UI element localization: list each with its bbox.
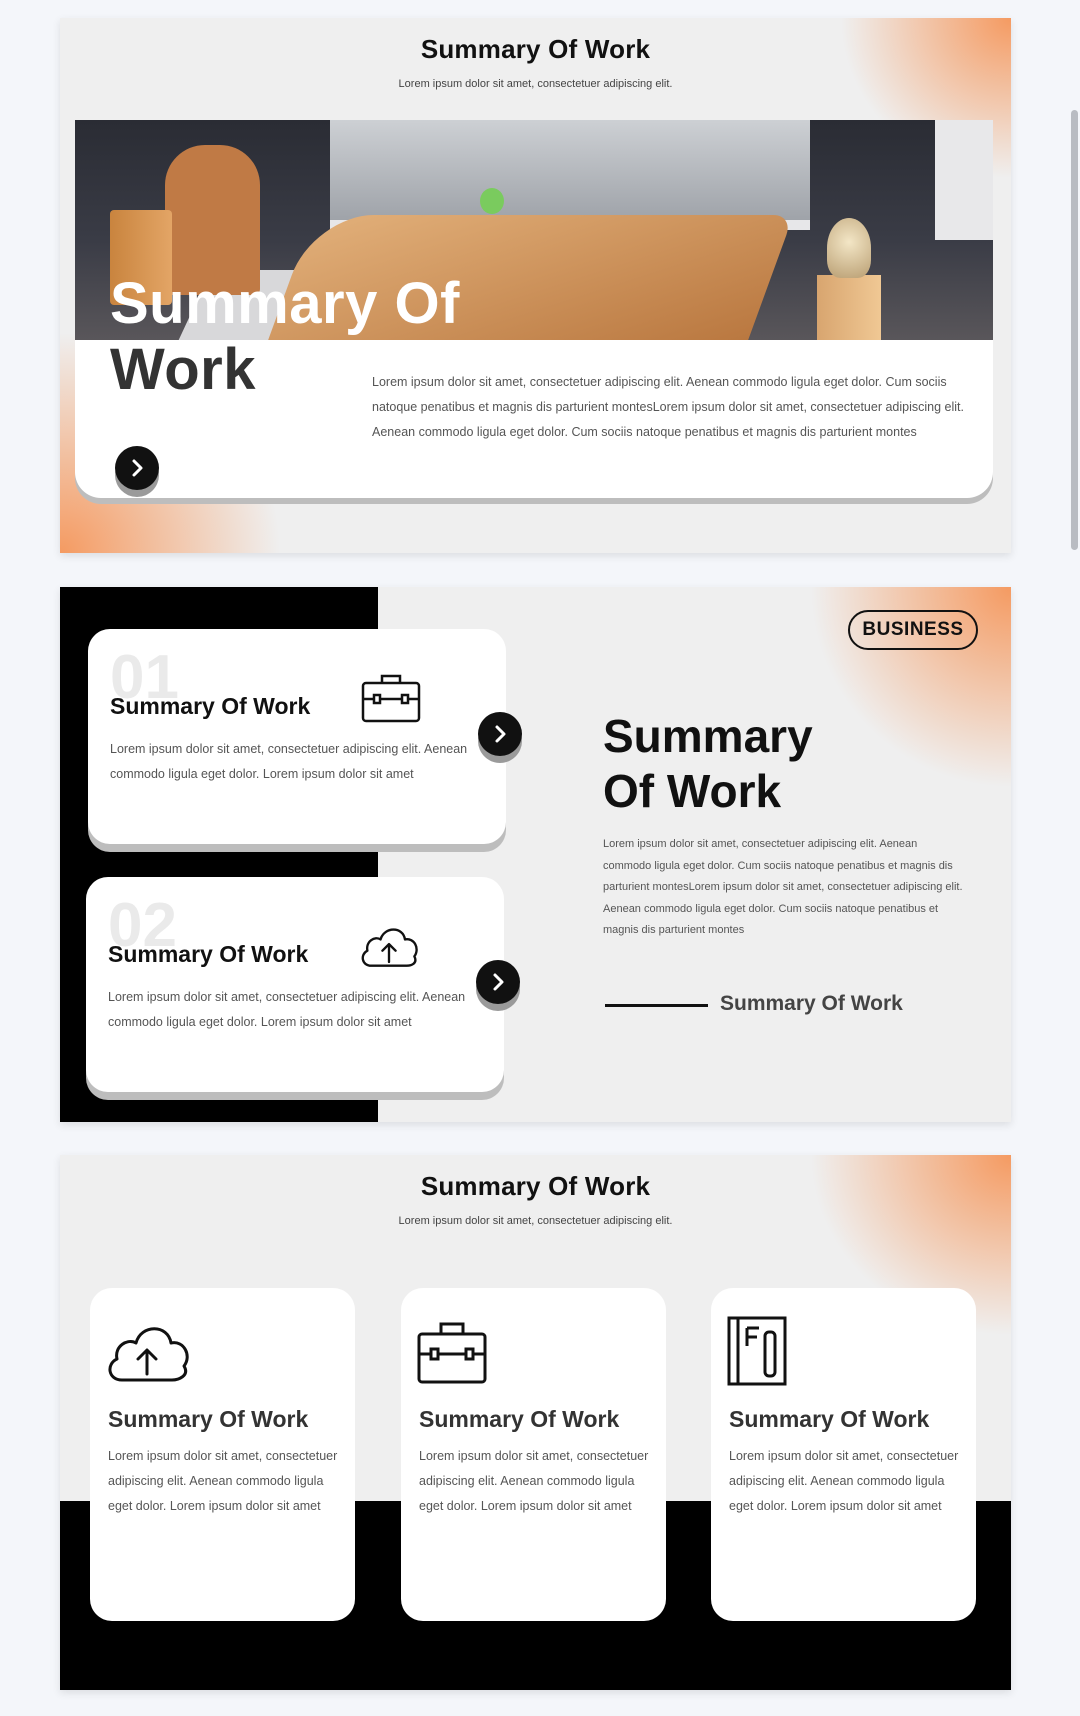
card-title: Summary Of Work — [108, 941, 309, 967]
feature-card-1 — [90, 1288, 355, 1621]
work-card-02 — [86, 877, 504, 1092]
hero-title-line-1: Summary Of — [110, 271, 460, 336]
business-badge: BUSINESS — [848, 610, 978, 650]
feature-card-title: Summary Of Work — [729, 1406, 930, 1432]
cloud-upload-icon — [104, 1316, 192, 1386]
feature-card-title: Summary Of Work — [108, 1406, 309, 1432]
slide-1-title: Summary Of Work — [420, 34, 651, 64]
briefcase-icon — [360, 671, 422, 725]
card-number: 02 — [108, 891, 177, 960]
photo-lamp-base — [817, 275, 881, 340]
chevron-right-icon — [490, 724, 510, 744]
slide-3-subtitle: Lorem ipsum dolor sit amet, consectetuer adipiscing elit. — [398, 1215, 673, 1227]
card-01-next-button[interactable] — [478, 712, 522, 756]
chevron-right-icon — [127, 458, 147, 478]
page-scrollbar[interactable] — [1071, 110, 1078, 550]
card-text: Lorem ipsum dolor sit amet, consectetuer adipiscing elit. Aenean commodo ligula eget dolor. Lorem ipsum dolor sit amet — [110, 742, 468, 781]
photo-bulb — [827, 218, 871, 278]
slide-1-body: Lorem ipsum dolor sit amet, consectetuer adipiscing elit. Aenean commodo ligula eget dolor. Cum sociis natoque penatibus et magnis dis parturient montesLorem ipsum dolor sit amet, consectetuer adipiscing elit. Aenean commodo ligula eget dolor. Cum sociis natoque penatibus et magnis dis parturient montes — [372, 375, 964, 439]
slide-3-title: Summary Of Work — [420, 1171, 651, 1201]
slide-1-subtitle: Lorem ipsum dolor sit amet, consectetuer adipiscing elit. — [398, 78, 673, 90]
divider-line — [605, 1004, 708, 1007]
feature-card-text: Lorem ipsum dolor sit amet, consectetuer adipiscing elit. Aenean commodo ligula eget dolor. Lorem ipsum dolor sit amet — [419, 1449, 649, 1513]
card-number: 01 — [110, 643, 179, 712]
feature-card-text: Lorem ipsum dolor sit amet, consectetuer adipiscing elit. Aenean commodo ligula eget dolor. Lorem ipsum dolor sit amet — [729, 1449, 959, 1513]
card-title: Summary Of Work — [110, 693, 311, 719]
card-text: Lorem ipsum dolor sit amet, consectetuer adipiscing elit. Aenean commodo ligula eget dolor. Lorem ipsum dolor sit amet — [108, 990, 466, 1029]
card-02-next-button[interactable] — [476, 960, 520, 1004]
slide-1-next-button[interactable] — [115, 446, 159, 490]
slide-2-title-line-1: Summary — [603, 710, 813, 762]
feature-card-text: Lorem ipsum dolor sit amet, consectetuer adipiscing elit. Aenean commodo ligula eget dolor. Lorem ipsum dolor sit amet — [108, 1449, 338, 1513]
feature-card-2 — [401, 1288, 666, 1621]
slide-2 — [60, 587, 1011, 1122]
document-icon — [725, 1316, 813, 1386]
slide-2-title — [603, 709, 813, 819]
photo-monitor — [330, 120, 810, 230]
feature-card-3 — [711, 1288, 976, 1621]
slide-1 — [60, 18, 1011, 553]
photo-window — [935, 120, 993, 240]
slide-2-footer-label: Summary Of Work — [720, 992, 903, 1015]
hero-title-line-2: Work — [110, 337, 256, 402]
slide-2-title-line-2: Of Work — [603, 765, 782, 817]
work-card-01 — [88, 629, 506, 844]
briefcase-icon — [415, 1316, 503, 1386]
cloud-upload-icon — [358, 919, 420, 973]
chevron-right-icon — [488, 972, 508, 992]
slide-3 — [60, 1155, 1011, 1690]
feature-card-title: Summary Of Work — [419, 1406, 620, 1432]
slide-2-body: Lorem ipsum dolor sit amet, consectetuer adipiscing elit. Aenean commodo ligula eget dolor. Cum sociis natoque penatibus et magnis dis parturient montesLorem ipsum dolor sit amet, consectetuer adipiscing elit. Aenean commodo ligula eget dolor. Cum sociis natoque penatibus et magnis dis parturient montes — [603, 838, 963, 936]
photo-toy — [480, 188, 504, 214]
